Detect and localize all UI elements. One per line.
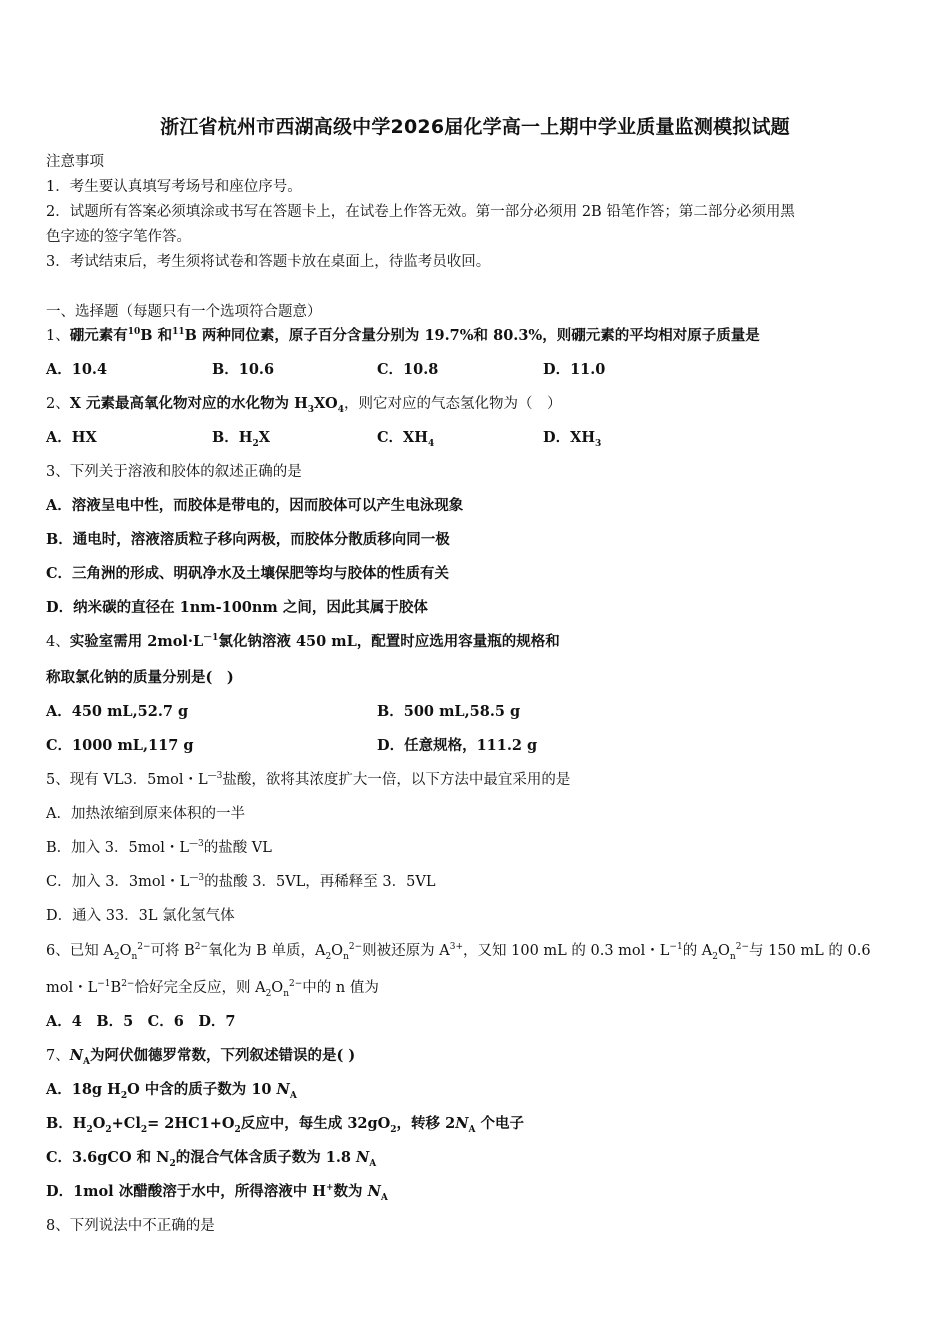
section-heading: 一、选择题（每题只有一个选项符合题意）	[46, 304, 322, 320]
q5-option-a: A．加热浓缩到原来体积的一半	[46, 806, 245, 822]
q3-option-c: C．三角洲的形成、明矾净水及土壤保肥等均与胶体的性质有关	[46, 565, 450, 582]
notice-item-2: 2．试题所有答案必须填涂或书写在答题卡上，在试卷上作答无效。第一部分必须用 2B 铅笔作答；第二部分必须用黑	[46, 204, 795, 220]
question-6-stem-cont: mol・$L^{-1}B^{2-}$恰好完全反应，则 $A_2O_n^{2-}$中的 n 值为	[46, 979, 379, 999]
q1-option-d: D．11.0	[543, 361, 606, 378]
question-6-stem: 6、已知 $A_2O_n^{2-}$可将 $B^{2-}$氧化为 B 单质，$A_2O_n^{2-}$则被还原为 $A^{3+}$，又知 100 mL 的 0.3 mol・$L^{-1}$的 $A_2O_n^{2-}$与 150 mL 的 0.6	[46, 942, 871, 962]
question-4-stem: 4、实验室需用 $2mol\cdot L^{-1}$氯化钠溶液 450 mL，配置时应选用容量瓶的规格和	[46, 633, 560, 650]
q2-option-b: B．$H_2X$	[212, 429, 270, 449]
q7-option-d: D．1mol 冰醋酸溶于水中，所得溶液中 H+数为 $N_A$	[46, 1183, 388, 1203]
q5-option-c: C．加入 3．3mol・$L^{—3}$的盐酸 3．5VL，再稀释至 3．5VL	[46, 873, 436, 890]
q7-option-c: C．3.6gCO 和 $N_2$的混合气体含质子数为 1.8 $N_A$	[46, 1149, 377, 1169]
notice-item-2-cont: 色字迹的签字笔作答。	[46, 229, 191, 245]
page-title: 浙江省杭州市西湖高级中学2026届化学高一上期中学业质量监测模拟试题	[160, 116, 790, 138]
q7-option-a: A．18g $H_2O$ 中含的质子数为 10 $N_A$	[46, 1081, 297, 1101]
notice-item-1: 1．考生要认真填写考场号和座位序号。	[46, 179, 302, 195]
question-1-stem: 1、硼元素有$^{10}$B 和$^{11}$B 两种同位素，原子百分含量分别为 19.7%和 80.3%，则硼元素的平均相对原子质量是	[46, 327, 760, 344]
question-5-stem: 5、现有 VL3．5mol・$L^{—3}$盐酸，欲将其浓度扩大一倍，以下方法中最宜采用的是	[46, 771, 571, 788]
notice-heading: 注意事项	[46, 154, 104, 170]
notice-item-3: 3．考试结束后，考生须将试卷和答题卡放在桌面上，待监考员收回。	[46, 254, 491, 270]
q5-option-d: D．通入 33．3L 氯化氢气体	[46, 908, 235, 924]
q1-option-b: B．10.6	[212, 361, 275, 378]
q4-option-b: B．500 mL,58.5 g	[377, 703, 521, 720]
q2-option-c: C．$XH_4$	[377, 429, 435, 449]
question-2-stem: 2、X 元素最高氧化物对应的水化物为 $H_3XO_4$，则它对应的气态氢化物为（ ）	[46, 395, 562, 415]
question-8-stem: 8、下列说法中不正确的是	[46, 1218, 215, 1234]
q4-option-d: D．任意规格，111.2 g	[377, 737, 538, 754]
q1-option-a: A．10.4	[46, 361, 108, 378]
q1-option-c: C．10.8	[377, 361, 439, 378]
q2-option-d: D．$XH_3$	[543, 429, 602, 449]
q3-option-d: D．纳米碳的直径在 1nm-100nm 之间，因此其属于胶体	[46, 599, 428, 616]
q5-option-b: B．加入 3．5mol・$L^{—3}$的盐酸 VL	[46, 839, 272, 856]
q7-option-b: B．$H_2O_2+Cl_2= 2HC1+O_2$反应中，每生成 $32gO_2$，转移 $2N_A$ 个电子	[46, 1115, 524, 1135]
q4-option-a: A．450 mL,52.7 g	[46, 703, 189, 720]
q2-option-a: A．HX	[46, 429, 97, 446]
q3-option-a: A．溶液呈电中性，而胶体是带电的，因而胶体可以产生电泳现象	[46, 497, 464, 514]
question-4-stem-cont: 称取氯化钠的质量分别是( )	[46, 669, 234, 686]
q4-option-c: C．1000 mL,117 g	[46, 737, 194, 754]
q6-options: A．4 B．5 C．6 D．7	[46, 1013, 236, 1030]
q3-option-b: B．通电时，溶液溶质粒子移向两极，而胶体分散质移向同一极	[46, 531, 450, 548]
question-3-stem: 3、下列关于溶液和胶体的叙述正确的是	[46, 464, 302, 480]
question-7-stem: 7、$N_A$为阿伏伽德罗常数，下列叙述错误的是( )	[46, 1047, 356, 1067]
